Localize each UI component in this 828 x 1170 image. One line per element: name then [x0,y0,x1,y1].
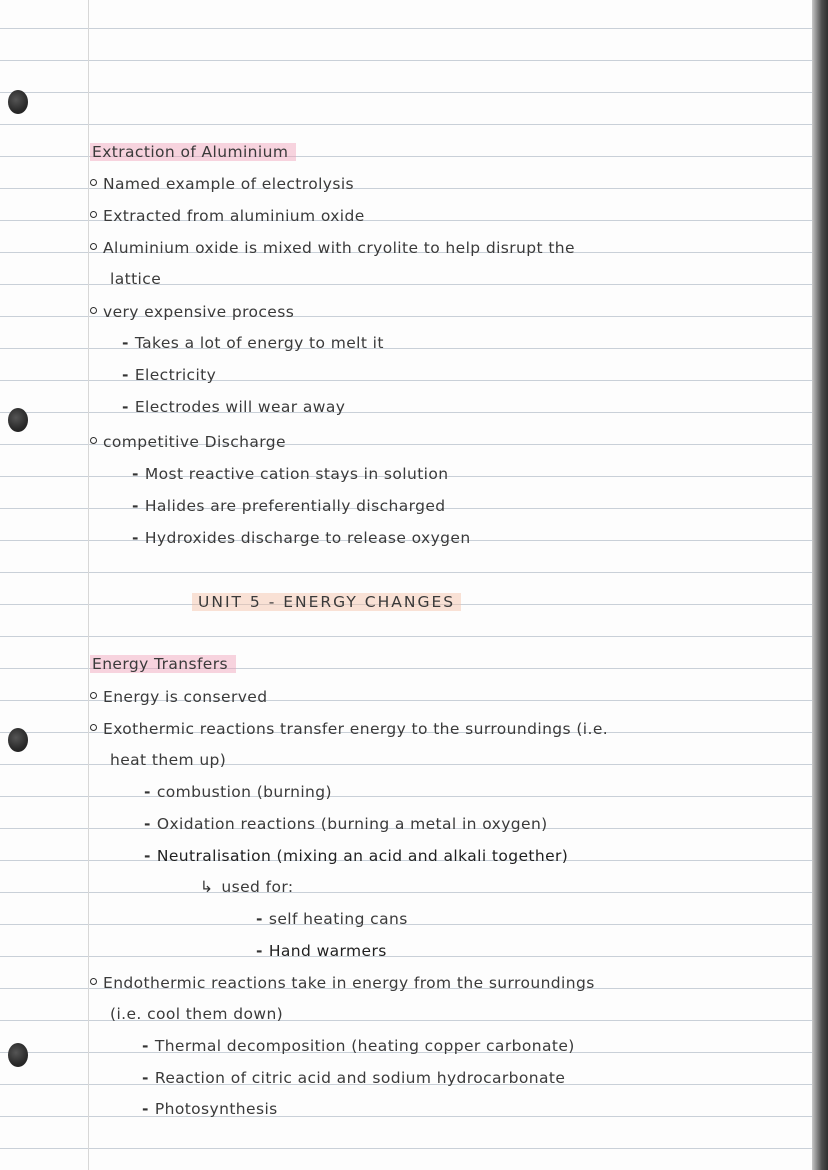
dash-line [122,331,384,355]
punch-hole-icon [8,408,28,432]
arrow-icon: ↳ [200,878,214,896]
dash-text: Most reactive cation stays in solution [144,465,449,483]
arrow-text: used for: [221,878,294,896]
bullet-line [90,172,354,196]
bullet-dot-icon [90,437,97,444]
continuation-text: (i.e. cool them down) [110,1005,284,1023]
dash-line [142,1097,278,1121]
dash-text: Electrodes will wear away [134,398,346,416]
heading-text: Extraction of Aluminium [90,143,296,161]
continuation-line [110,267,161,291]
bullet-dot-icon [90,724,97,731]
bullet-text: Extracted from aluminium oxide [103,207,365,225]
dash-icon: - [144,815,151,833]
dash-text: Neutralisation (mixing an acid and alkali together) [156,847,569,865]
heading-energy-transfers [90,652,236,676]
bullet-text: competitive Discharge [103,433,286,451]
punch-hole-icon [8,1043,28,1067]
bullet-dot-icon [90,211,97,218]
punch-hole-icon [8,90,28,114]
dash-icon: - [142,1100,149,1118]
bullet-line [90,236,575,260]
bullet-dot-icon [90,179,97,186]
dash-icon: - [256,942,263,960]
dash-line [142,1034,575,1058]
dash-line [122,363,216,387]
dash-text: combustion (burning) [156,783,332,801]
paper-edge [812,0,828,1170]
continuation-text: lattice [110,270,162,288]
dash-icon: - [144,783,151,801]
dash-icon: - [132,465,139,483]
dash-text: Hydroxides discharge to release oxygen [144,529,471,547]
dash-icon: - [142,1037,149,1055]
arrow-line [200,875,293,899]
dash-line [132,526,471,550]
heading-extraction [90,140,296,164]
dash-text: Oxidation reactions (burning a metal in oxygen) [156,815,548,833]
dash-line [144,812,548,836]
bullet-line [90,300,294,324]
dash-text: Thermal decomposition (heating copper carbonate) [154,1037,575,1055]
dash-text: Takes a lot of energy to melt it [134,334,384,352]
dash-icon: - [122,366,129,384]
continuation-text: heat them up) [110,751,227,769]
dash-icon: - [144,847,151,865]
unit-title [192,590,461,614]
dash-line [132,462,449,486]
heading-text: Energy Transfers [90,655,236,673]
dash-icon: - [122,398,129,416]
dash-line [132,494,446,518]
dash-line [144,844,568,868]
bullet-text: Aluminium oxide is mixed with cryolite to help disrupt the [103,239,575,257]
margin-line [88,0,89,1170]
dash-icon: - [256,910,263,928]
dash-line [256,939,387,963]
dash-text: self heating cans [268,910,408,928]
unit-title-text: UNIT 5 - ENERGY CHANGES [192,593,461,611]
dash-line [144,780,332,804]
dash-line [142,1066,565,1090]
bullet-dot-icon [90,692,97,699]
bullet-line [90,685,267,709]
bullet-text: Energy is conserved [103,688,268,706]
bullet-dot-icon [90,978,97,985]
punch-hole-icon [8,728,28,752]
dash-text: Halides are preferentially discharged [144,497,446,515]
dash-icon: - [122,334,129,352]
bullet-line [90,204,365,228]
bullet-line [90,430,286,454]
bullet-dot-icon [90,307,97,314]
continuation-line [110,748,226,772]
bullet-text: very expensive process [103,303,295,321]
dash-line [256,907,408,931]
bullet-line [90,971,595,995]
dash-line [122,395,345,419]
dash-text: Reaction of citric acid and sodium hydrocarbonate [154,1069,566,1087]
dash-text: Hand warmers [268,942,387,960]
bullet-line [90,717,608,741]
dash-text: Photosynthesis [154,1100,278,1118]
dash-icon: - [132,529,139,547]
dash-text: Electricity [134,366,217,384]
bullet-text: Endothermic reactions take in energy from the surroundings [103,974,595,992]
bullet-text: Exothermic reactions transfer energy to the surroundings (i.e. [103,720,609,738]
dash-icon: - [142,1069,149,1087]
continuation-line [110,1002,283,1026]
dash-icon: - [132,497,139,515]
bullet-dot-icon [90,243,97,250]
bullet-text: Named example of electrolysis [103,175,355,193]
